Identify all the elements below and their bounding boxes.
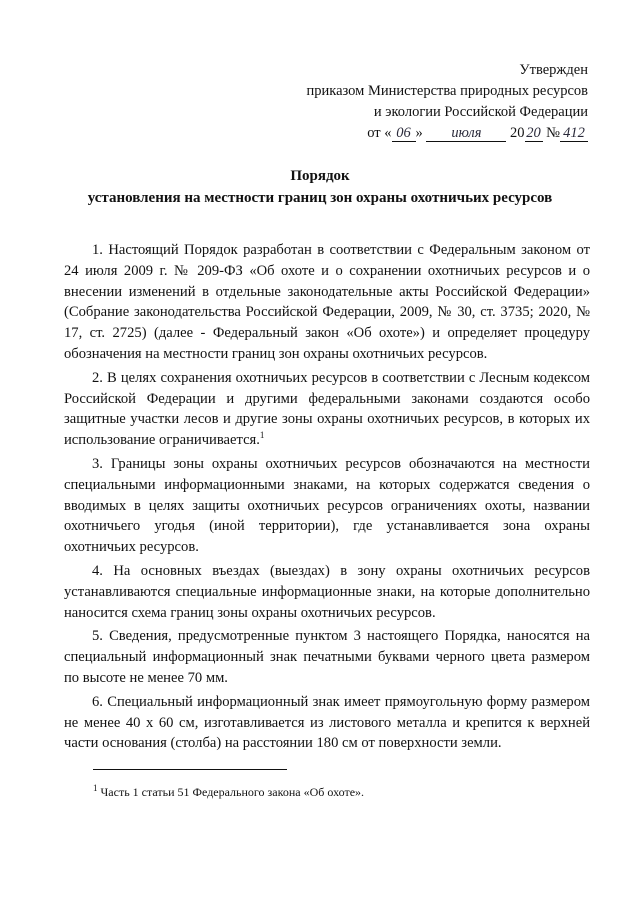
footnote-marker: 1 [93,783,98,793]
approval-title: Утвержден [519,62,588,78]
paragraph-2-text: 2. В целях сохранения охотничьих ресурсов в соответствии с Лесным кодексом Российской Федерации и другими федеральными законами создаются особо защитные участки лесов и другие зоны охраны охотничьих ресурсов, в которых их использование ограничивается. [64,369,590,449]
document-body [64,240,590,757]
handwritten-month: июля [426,125,506,142]
paragraph-1: 1. Настоящий Порядок разработан в соответствии с Федеральным законом от 24 июля 2009 г. № 209-ФЗ «Об охоте и о сохранении охотничьих ресурсов и о внесении изменений в отдельные законодательные акты Российской Федерации» (Собрание законодательства Российской Федерации, 2009, № 30, ст. 3735; 2020, № 17, ст. 2725) (далее - Федеральный закон «Об охоте») и определяет процедуру обозначения на местности границ зон охраны охотничьих ресурсов. [64,242,590,362]
date-day-close: » [415,125,423,141]
paragraph-3: 3. Границы зоны охраны охотничьих ресурсов обозначаются на местности специальными информационными знаками, на которых содержатся сведения о вводимых в целях защиты охотничьих ресурсов ограничениях охоты, названии охотничьего угодья (иной территории), где устанавливается зона охраны охотничьих ресурсов. [64,455,590,556]
footnote [93,785,364,800]
footnote-reference: 1 [259,430,265,441]
year-prefix: 20 [510,125,525,141]
approval-block [307,60,589,144]
document-title: Порядок [290,168,350,184]
paragraph-2 [64,368,590,451]
footnote-divider [93,769,287,770]
date-from-label: от « [367,125,392,141]
number-label: № [546,125,560,141]
paragraph-4: 4. На основных въездах (выездах) в зону охраны охотничьих ресурсов устанавливаются специальные информационные знаки, на которые дополнительно наносится схема границ зоны охраны охотничьих ресурсов. [64,562,590,621]
handwritten-number: 412 [560,125,588,142]
approval-line-ministry: приказом Министерства природных ресурсов [306,83,588,99]
paragraph-5: 5. Сведения, предусмотренные пунктом 3 настоящего Порядка, наносятся на специальный информационный знак печатными буквами черного цвета размером по высоте не менее 70 мм. [64,628,590,686]
approval-date-line [307,123,589,144]
approval-line-ministry-cont: и экологии Российской Федерации [373,104,588,120]
paragraph-6: 6. Специальный информационный знак имеет прямоугольную форму размером не менее 40 х 60 см, изготавливается из листового металла и крепится к верхней части основания (столба) на расстоянии 180 см от поверхности земли. [64,693,590,752]
document-subtitle: установления на местности границ зон охраны охотничьих ресурсов [87,190,553,206]
handwritten-day: 06 [392,125,416,142]
footnote-text: Часть 1 статьи 51 Федерального закона «Об охоте». [100,785,365,799]
handwritten-year: 20 [526,125,541,141]
